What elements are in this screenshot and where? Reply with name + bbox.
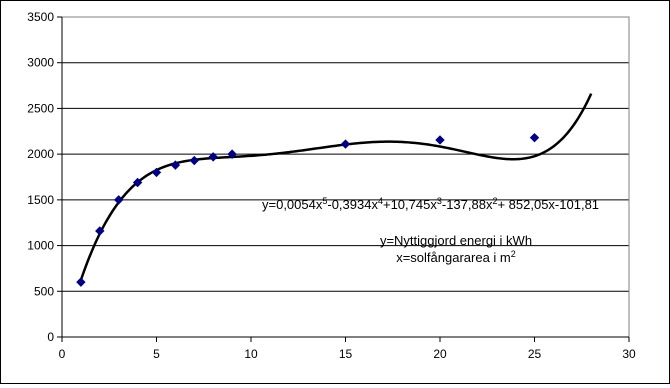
y-tick-label: 2000 (27, 147, 54, 162)
x-tick-label: 0 (58, 347, 66, 361)
y-tick-label: 3000 (27, 55, 54, 70)
x-tick-label: 15 (338, 347, 353, 361)
equation-term: +10,745x (382, 197, 437, 212)
equation-term: y=0,0054x (262, 197, 323, 212)
x-tick-label: 30 (622, 347, 636, 361)
equation-label (262, 196, 599, 212)
x-tick-label: 10 (244, 347, 258, 361)
y-definition-label: y=Nyttiggjord energi i kWh (379, 233, 533, 248)
data-point (531, 134, 539, 142)
equation-exponent: 2 (492, 196, 498, 206)
equation-term: -137,88x (441, 197, 493, 212)
equation-term: -0,3934x (327, 197, 378, 212)
data-point (77, 278, 85, 286)
grid-layer (62, 63, 629, 292)
x-tick-label: 5 (153, 347, 160, 361)
data-point (436, 136, 444, 144)
y-tick-label: 3500 (27, 10, 54, 24)
equation-exponent: 5 (322, 196, 328, 206)
data-point (190, 157, 198, 165)
equation-term: + 852,05x-101,81 (497, 197, 600, 212)
equation-exponent: 4 (377, 196, 383, 206)
y-tick-label: 0 (47, 330, 54, 344)
plot-area (62, 17, 629, 337)
y-tick-label: 500 (33, 284, 54, 299)
x-definition-superscript: 2 (510, 249, 516, 259)
equation-exponent: 3 (436, 196, 442, 206)
data-point (342, 140, 350, 148)
x-definition-text: x=solfångararea i m (396, 250, 511, 265)
y-tick-label: 2500 (27, 101, 54, 116)
x-tick-label: 25 (527, 347, 542, 361)
y-tick-label: 1000 (27, 238, 54, 253)
x-tick-label: 20 (433, 347, 447, 361)
x-definition-label (396, 249, 516, 265)
chart-svg (1, 1, 669, 383)
y-tick-label: 1500 (27, 192, 54, 207)
